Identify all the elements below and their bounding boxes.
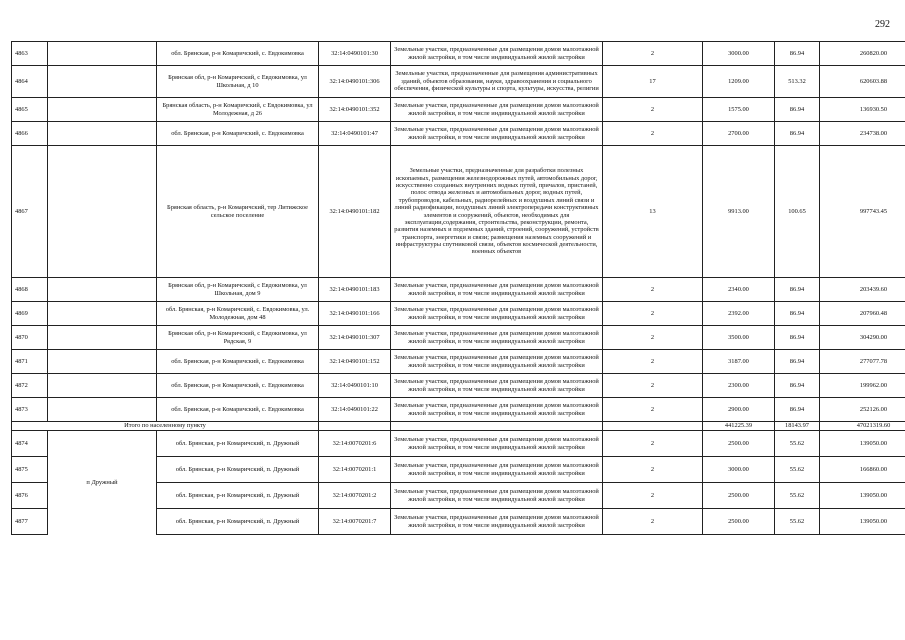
- row-group: 2: [603, 509, 703, 535]
- table-row: [12, 146, 905, 278]
- row-land-use: Земельные участки, предназначенные для размещения домов малоэтажной жилой застройки, в том числе индивидуальной жилой застройки: [391, 326, 603, 350]
- row-address: обл. Брянская, р-н Комаричский, с. Евдокимовка: [157, 122, 319, 146]
- row-address: обл. Брянская, р-н Комаричский, п. Дружный: [157, 483, 319, 509]
- row-cadastral-number: 32:14:0490101:307: [319, 326, 391, 350]
- row-number: 4877: [12, 509, 48, 535]
- row-number: 4863: [12, 42, 48, 66]
- row-area: 2392.00: [703, 302, 775, 326]
- table-row: [12, 302, 905, 326]
- row-cadastral-number: 32:14:0490101:152: [319, 350, 391, 374]
- table-row: [12, 398, 905, 422]
- row-cadastral-number: 32:14:0490101:30: [319, 42, 391, 66]
- row-rate: 86.94: [775, 122, 820, 146]
- table-body-settlement-evdokimovka: [12, 42, 905, 422]
- row-rate: 86.94: [775, 42, 820, 66]
- row-address: обл. Брянская, р-н Комаричский, п. Дружный: [157, 431, 319, 457]
- row-rate: 100.65: [775, 146, 820, 278]
- row-land-use: Земельные участки, предназначенные для размещения домов малоэтажной жилой застройки, в том числе индивидуальной жилой застройки: [391, 509, 603, 535]
- row-land-use: Земельные участки, предназначенные для размещения домов малоэтажной жилой застройки, в том числе индивидуальной жилой застройки: [391, 42, 603, 66]
- row-address: обл. Брянская, р-н Комаричский, с. Евдокимовка: [157, 42, 319, 66]
- row-group: 2: [603, 122, 703, 146]
- settlement-name: п Дружный: [48, 431, 157, 535]
- row-group: 13: [603, 146, 703, 278]
- total-empty-cadastral: [319, 422, 391, 431]
- row-number: 4871: [12, 350, 48, 374]
- row-land-use: Земельные участки, предназначенные для разработки полезных ископаемых, размещения железнодорожных путей, автомобильных дорог, искусственно созданных внутренних водных путей, причалов, пристаней, полос отвода железных и автомобильных дорог, водных путей, трубопроводов, кабельных, радиорелейных и воздушных линий связи и линий радиофикации, воздушных линий электропередачи конструктивных элементов и сооружений, объектов, необходимых для эксплуатации,содержания, строительства, реконструкции, ремонта, развития наземных и подземных зданий, строений, сооружений, устройств транспорта, энергетики и связи; размещения наземных сооружений и инфраструктуры спутниковой связи, объектов космической деятельности, военных объектов: [391, 146, 603, 278]
- row-cadastral-number: 32:14:0070201:7: [319, 509, 391, 535]
- row-cadastral-number: 32:14:0490101:183: [319, 278, 391, 302]
- row-empty-cell: [48, 66, 157, 98]
- row-rate: 513.32: [775, 66, 820, 98]
- row-address: обл. Брянская, р-н Комаричский, п. Дружный: [157, 509, 319, 535]
- row-cadastral-value: 136930.50: [820, 98, 905, 122]
- row-empty-cell: [48, 122, 157, 146]
- row-cadastral-number: 32:14:0490101:352: [319, 98, 391, 122]
- row-group: 2: [603, 457, 703, 483]
- row-empty-cell: [48, 98, 157, 122]
- row-rate: 86.94: [775, 98, 820, 122]
- row-land-use: Земельные участки, предназначенные для размещения домов малоэтажной жилой застройки, в том числе индивидуальной жилой застройки: [391, 457, 603, 483]
- row-group: 17: [603, 66, 703, 98]
- row-number: 4872: [12, 374, 48, 398]
- row-address: обл. Брянская, р-н Комаричский, с. Евдокимовка: [157, 374, 319, 398]
- row-cadastral-number: 32:14:0490101:182: [319, 146, 391, 278]
- row-address: обл. Брянская, р-н Комаричский, п. Дружный: [157, 457, 319, 483]
- row-address: Брянская обл, р-н Комаричский, с Евдокимовка, ул Рядская, 9: [157, 326, 319, 350]
- row-empty-cell: [48, 146, 157, 278]
- row-land-use: Земельные участки, предназначенные для размещения домов малоэтажной жилой застройки, в том числе индивидуальной жилой застройки: [391, 350, 603, 374]
- row-cadastral-value: 139050.00: [820, 431, 905, 457]
- row-address: Брянская область, р-н Комаричский, с Евдокимовка, ул Молодежная, д 26: [157, 98, 319, 122]
- row-land-use: Земельные участки, предназначенные для размещения административных зданий, объектов образования, науки, здравоохранения и социального обеспечения, физической культуры и спорта, культуры, искусства, религии: [391, 66, 603, 98]
- cadastral-value-table: [11, 41, 905, 535]
- row-address: Брянская обл, р-н Комаричский, с Евдокимовка, ул Школьная, дом 9: [157, 278, 319, 302]
- row-cadastral-number: 32:14:0070201:1: [319, 457, 391, 483]
- total-empty-use: [391, 422, 603, 431]
- row-cadastral-number: 32:14:0490101:10: [319, 374, 391, 398]
- table-row: [12, 326, 905, 350]
- row-area: 2500.00: [703, 483, 775, 509]
- row-area: 3500.00: [703, 326, 775, 350]
- row-group: 2: [603, 42, 703, 66]
- row-number: 4867: [12, 146, 48, 278]
- row-empty-cell: [48, 302, 157, 326]
- row-land-use: Земельные участки, предназначенные для размещения домов малоэтажной жилой застройки, в том числе индивидуальной жилой застройки: [391, 398, 603, 422]
- row-area: 2300.00: [703, 374, 775, 398]
- row-group: 2: [603, 98, 703, 122]
- table-row: [12, 350, 905, 374]
- row-cadastral-value: 203439.60: [820, 278, 905, 302]
- row-cadastral-number: 32:14:0070201:2: [319, 483, 391, 509]
- row-land-use: Земельные участки, предназначенные для размещения домов малоэтажной жилой застройки, в том числе индивидуальной жилой застройки: [391, 483, 603, 509]
- row-area: 1209.00: [703, 66, 775, 98]
- page-number: 292: [875, 19, 890, 30]
- table-row: [12, 431, 905, 457]
- row-cadastral-value: 260820.00: [820, 42, 905, 66]
- row-number: 4865: [12, 98, 48, 122]
- row-address: обл. Брянская, р-н Комаричский, с. Евдокимовка: [157, 398, 319, 422]
- row-cadastral-number: 32:14:0490101:47: [319, 122, 391, 146]
- row-cadastral-value: 252126.00: [820, 398, 905, 422]
- row-land-use: Земельные участки, предназначенные для размещения домов малоэтажной жилой застройки, в том числе индивидуальной жилой застройки: [391, 431, 603, 457]
- row-area: 2340.00: [703, 278, 775, 302]
- row-land-use: Земельные участки, предназначенные для размещения домов малоэтажной жилой застройки, в том числе индивидуальной жилой застройки: [391, 98, 603, 122]
- row-cadastral-value: 166860.00: [820, 457, 905, 483]
- row-address: Брянская обл, р-н Комаричский, с Евдокимовка, ул Школьная, д 10: [157, 66, 319, 98]
- row-number: 4870: [12, 326, 48, 350]
- row-area: 2700.00: [703, 122, 775, 146]
- row-number: 4864: [12, 66, 48, 98]
- row-empty-cell: [48, 374, 157, 398]
- row-rate: 86.94: [775, 374, 820, 398]
- row-area: 3000.00: [703, 42, 775, 66]
- row-number: 4873: [12, 398, 48, 422]
- row-number: 4876: [12, 483, 48, 509]
- row-rate: 55.62: [775, 509, 820, 535]
- row-rate: 86.94: [775, 398, 820, 422]
- row-cadastral-value: 277077.78: [820, 350, 905, 374]
- row-cadastral-value: 207960.48: [820, 302, 905, 326]
- total-value: 47021319.60: [820, 422, 905, 431]
- row-land-use: Земельные участки, предназначенные для размещения домов малоэтажной жилой застройки, в том числе индивидуальной жилой застройки: [391, 374, 603, 398]
- row-cadastral-number: 32:14:0490101:166: [319, 302, 391, 326]
- row-empty-cell: [48, 350, 157, 374]
- row-area: 2500.00: [703, 431, 775, 457]
- total-area: 441225.39: [703, 422, 775, 431]
- row-cadastral-number: 32:14:0490101:22: [319, 398, 391, 422]
- row-cadastral-value: 234738.00: [820, 122, 905, 146]
- row-number: 4874: [12, 431, 48, 457]
- row-address: обл. Брянская, р-н Комаричский, с. Евдокимовка, ул. Молодежная, дом 48: [157, 302, 319, 326]
- row-group: 2: [603, 431, 703, 457]
- row-empty-cell: [48, 278, 157, 302]
- row-area: 3000.00: [703, 457, 775, 483]
- row-cadastral-value: 139050.00: [820, 483, 905, 509]
- row-cadastral-value: 620603.88: [820, 66, 905, 98]
- table-body-settlement-druzhny: [12, 431, 905, 535]
- row-area: 9913.00: [703, 146, 775, 278]
- table-row: [12, 66, 905, 98]
- row-number: 4875: [12, 457, 48, 483]
- row-address: обл. Брянская, р-н Комаричский, с. Евдокимовка: [157, 350, 319, 374]
- row-land-use: Земельные участки, предназначенные для размещения домов малоэтажной жилой застройки, в том числе индивидуальной жилой застройки: [391, 278, 603, 302]
- table-row: [12, 122, 905, 146]
- row-rate: 86.94: [775, 326, 820, 350]
- table-row: [12, 374, 905, 398]
- row-number: 4869: [12, 302, 48, 326]
- row-group: 2: [603, 483, 703, 509]
- row-empty-cell: [48, 42, 157, 66]
- row-cadastral-value: 997743.45: [820, 146, 905, 278]
- table-row: [12, 278, 905, 302]
- row-rate: 55.62: [775, 483, 820, 509]
- row-area: 3187.00: [703, 350, 775, 374]
- row-group: 2: [603, 278, 703, 302]
- row-rate: 86.94: [775, 278, 820, 302]
- row-number: 4866: [12, 122, 48, 146]
- total-rate: 18143.97: [775, 422, 820, 431]
- row-cadastral-value: 139050.00: [820, 509, 905, 535]
- row-group: 2: [603, 374, 703, 398]
- row-area: 2900.00: [703, 398, 775, 422]
- row-rate: 55.62: [775, 431, 820, 457]
- total-label: Итого по населенному пункту: [12, 422, 319, 431]
- row-cadastral-number: 32:14:0070201:6: [319, 431, 391, 457]
- row-address: Брянская область, р-н Комаричский, тер Литижское сельское поселение: [157, 146, 319, 278]
- total-empty-group: [603, 422, 703, 431]
- row-rate: 55.62: [775, 457, 820, 483]
- row-group: 2: [603, 326, 703, 350]
- row-group: 2: [603, 302, 703, 326]
- row-land-use: Земельные участки, предназначенные для размещения домов малоэтажной жилой застройки, в том числе индивидуальной жилой застройки: [391, 122, 603, 146]
- row-empty-cell: [48, 398, 157, 422]
- total-row: [12, 422, 905, 431]
- row-rate: 86.94: [775, 302, 820, 326]
- row-area: 1575.00: [703, 98, 775, 122]
- row-cadastral-value: 199962.00: [820, 374, 905, 398]
- table-row: [12, 42, 905, 66]
- row-land-use: Земельные участки, предназначенные для размещения домов малоэтажной жилой застройки, в том числе индивидуальной жилой застройки: [391, 302, 603, 326]
- row-rate: 86.94: [775, 350, 820, 374]
- row-number: 4868: [12, 278, 48, 302]
- row-cadastral-number: 32:14:0490101:306: [319, 66, 391, 98]
- table-row: [12, 98, 905, 122]
- row-empty-cell: [48, 326, 157, 350]
- row-group: 2: [603, 398, 703, 422]
- row-area: 2500.00: [703, 509, 775, 535]
- row-group: 2: [603, 350, 703, 374]
- row-cadastral-value: 304290.00: [820, 326, 905, 350]
